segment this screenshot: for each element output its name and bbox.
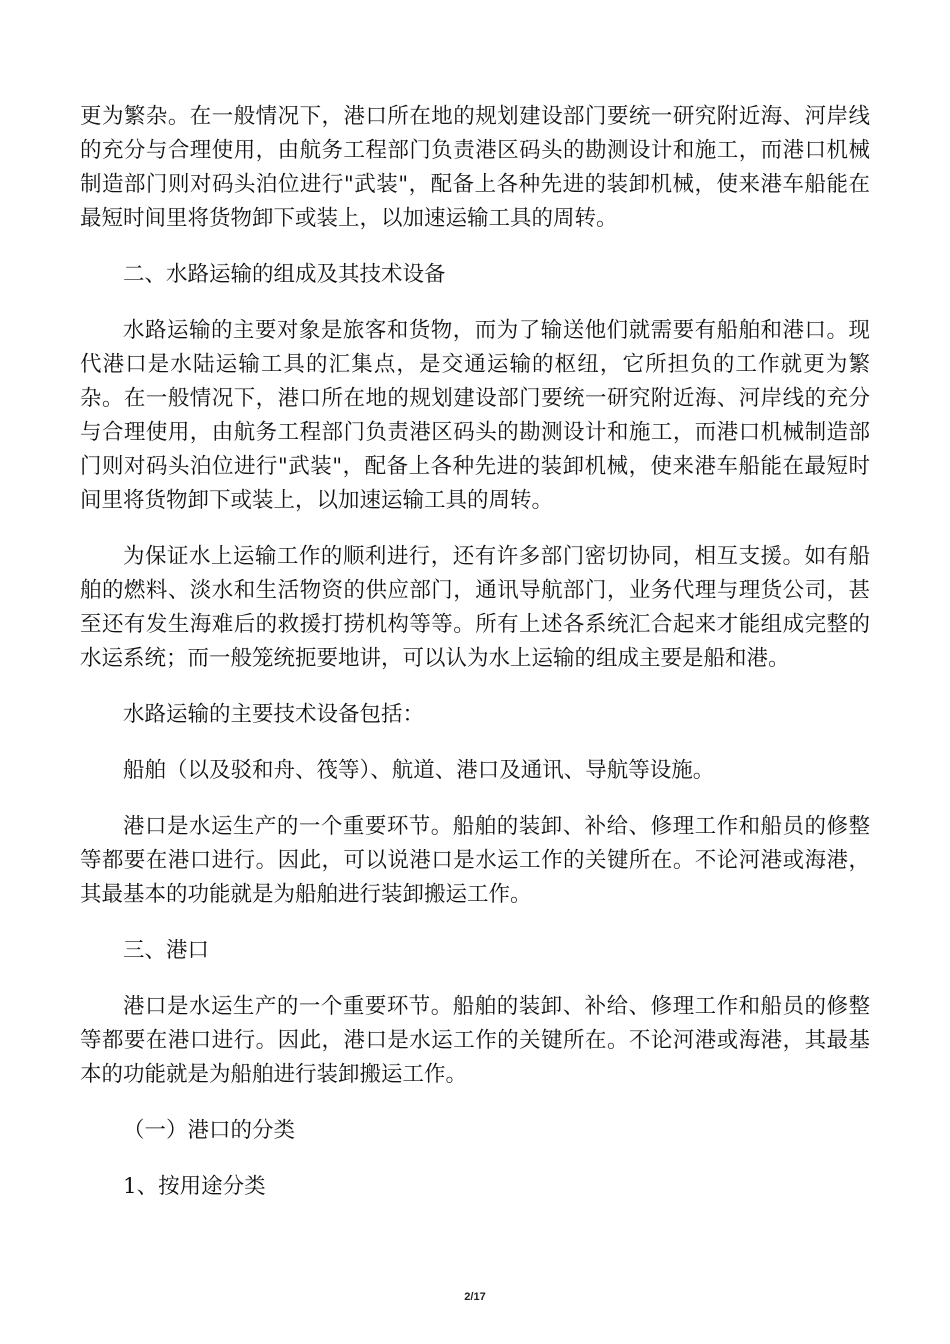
page-number: 2/17 [464, 1291, 486, 1303]
section-heading-2: 二、水路运输的组成及其技术设备 [123, 262, 446, 287]
paragraph-transport-objects: 水路运输的主要对象是旅客和货物，而为了输送他们就需要有船舶和港口。现代港口是水陆运输工具的汇集点，是交通运输的枢纽，它所担负的工作就更为繁杂。在一般情况下，港口所在地的规划建设部门要统一研究附近海、河岸线的充分与合理使用，由航务工程部门负责港区码头的勘测设计和施工，而港口机械制造部门则对码头泊位进行"武装"，配备上各种先进的装卸机械，使来港车船能在最短时间里将货物卸下或装上，以加速运输工具的周转。 [80, 318, 870, 513]
section-heading-3: 三、港口 [123, 938, 210, 963]
paragraph-port-function: 港口是水运生产的一个重要环节。船舶的装卸、补给、修理工作和船员的修整等都要在港口进行。因此，港口是水运工作的关键所在。不论河港或海港，其最基本的功能就是为船舶进行装卸搬运工作。 [80, 994, 870, 1087]
paragraph-port-role: 港口是水运生产的一个重要环节。船舶的装卸、补给、修理工作和船员的修整等都要在港口进行。因此，可以说港口是水运工作的关键所在。不论河港或海港，其最基本的功能就是为船舶进行装卸搬运工作。 [80, 814, 870, 907]
paragraph-support-departments: 为保证水上运输工作的顺利进行，还有许多部门密切协同，相互支援。如有船舶的燃料、淡水和生活物资的供应部门，通讯导航部门，业务代理与理货公司，甚至还有发生海难后的救援打捞机构等等。所有上述各系统汇合起来才能组成完整的水运系统；而一般笼统扼要地讲，可以认为水上运输的组成主要是船和港。 [80, 544, 870, 671]
paragraph-equipment-list: 船舶（以及驳和舟、筏等）、航道、港口及通讯、导航等设施。 [123, 758, 715, 783]
paragraph-continuation: 更为繁杂。在一般情况下，港口所在地的规划建设部门要统一研究附近海、河岸线的充分与合理使用，由航务工程部门负责港区码头的勘测设计和施工，而港口机械制造部门则对码头泊位进行"武装"，配备上各种先进的装卸机械，使来港车船能在最短时间里将货物卸下或装上，以加速运输工具的周转。 [80, 104, 870, 231]
subsection-heading-classification: （一）港口的分类 [123, 1118, 296, 1143]
document-body [80, 100, 870, 1226]
subsection-heading-by-use: 1、按用途分类 [123, 1174, 266, 1199]
paragraph-equipment-intro: 水路运输的主要技术设备包括： [123, 702, 425, 727]
